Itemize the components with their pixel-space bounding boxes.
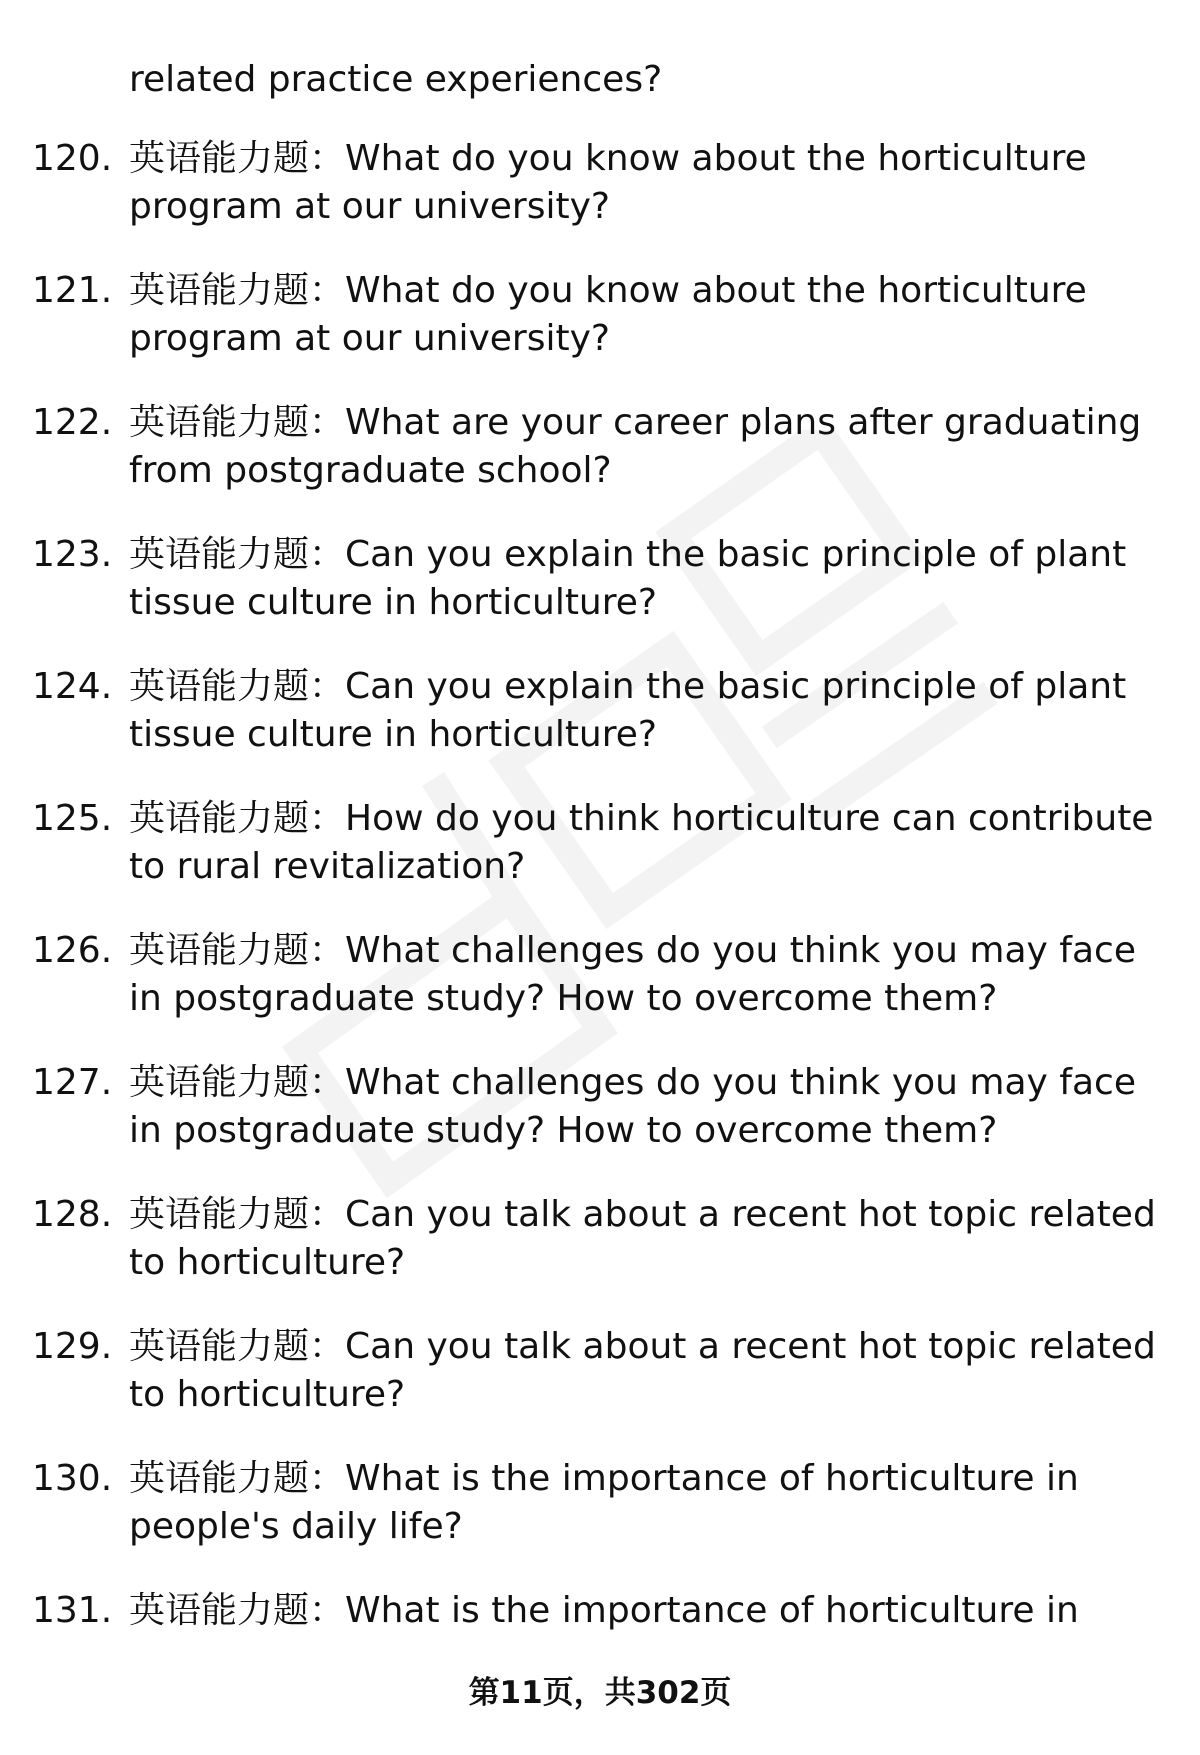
question-text xyxy=(129,267,1169,363)
question-number: 126. xyxy=(32,930,113,971)
question-text xyxy=(129,1455,1169,1551)
question-text xyxy=(129,1323,1169,1419)
question-text xyxy=(129,927,1169,1023)
question-content: What do you know about the horticulture program at our university? xyxy=(129,138,1087,227)
question-content: What challenges do you think you may face in postgraduate study? How to overcome them? xyxy=(129,1062,1136,1151)
question-content: What is the importance of horticulture in xyxy=(345,1590,1079,1631)
question-number: 129. xyxy=(32,1326,113,1367)
question-category-label: 英语能力题： xyxy=(129,270,346,311)
question-item xyxy=(0,795,1200,927)
question-item xyxy=(0,135,1200,267)
question-text xyxy=(129,795,1169,891)
question-number: 125. xyxy=(32,798,113,839)
question-text xyxy=(129,663,1169,759)
question-item xyxy=(0,927,1200,1059)
question-item xyxy=(0,1455,1200,1587)
question-item xyxy=(0,1059,1200,1191)
question-number: 130. xyxy=(32,1458,113,1499)
question-content: What do you know about the horticulture program at our university? xyxy=(129,270,1087,359)
question-number: 120. xyxy=(32,138,113,179)
question-category-label: 英语能力题： xyxy=(129,1194,346,1235)
question-category-label: 英语能力题： xyxy=(129,1326,346,1367)
question-text xyxy=(129,1191,1169,1287)
question-text xyxy=(129,135,1169,231)
question-text xyxy=(129,1059,1169,1155)
question-item xyxy=(0,267,1200,399)
question-content: Can you talk about a recent hot topic related to horticulture? xyxy=(129,1194,1156,1283)
question-category-label: 英语能力题： xyxy=(129,798,346,839)
question-text xyxy=(129,531,1169,627)
question-number: 128. xyxy=(32,1194,113,1235)
page-footer: 第11页，共302页 xyxy=(468,1675,732,1711)
question-content: What challenges do you think you may face in postgraduate study? How to overcome them? xyxy=(129,930,1136,1019)
question-item xyxy=(0,399,1200,531)
question-item xyxy=(0,1323,1200,1455)
question-number: 121. xyxy=(32,270,113,311)
question-content: What are your career plans after graduating from postgraduate school? xyxy=(129,402,1142,491)
question-content: How do you think horticulture can contribute to rural revitalization? xyxy=(129,798,1154,887)
question-text xyxy=(129,399,1169,495)
question-content: Can you explain the basic principle of plant tissue culture in horticulture? xyxy=(129,666,1127,755)
question-item xyxy=(0,663,1200,795)
question-content: Can you explain the basic principle of plant tissue culture in horticulture? xyxy=(129,534,1127,623)
question-category-label: 英语能力题： xyxy=(129,1062,346,1103)
question-content: What is the importance of horticulture in people's daily life? xyxy=(129,1458,1079,1547)
question-content: Can you talk about a recent hot topic related to horticulture? xyxy=(129,1326,1156,1415)
question-number: 127. xyxy=(32,1062,113,1103)
question-number: 122. xyxy=(32,402,113,443)
question-category-label: 英语能力题： xyxy=(129,666,346,707)
question-category-label: 英语能力题： xyxy=(129,1590,346,1631)
question-category-label: 英语能力题： xyxy=(129,402,346,443)
question-number: 131. xyxy=(32,1590,113,1631)
question-number: 123. xyxy=(32,534,113,575)
question-item xyxy=(0,531,1200,663)
question-text xyxy=(129,1587,1169,1635)
question-category-label: 英语能力题： xyxy=(129,1458,346,1499)
question-category-label: 英语能力题： xyxy=(129,534,346,575)
question-category-label: 英语能力题： xyxy=(129,138,346,179)
continuation-line: related practice experiences? xyxy=(129,59,663,100)
question-item xyxy=(0,1191,1200,1323)
question-number: 124. xyxy=(32,666,113,707)
question-list xyxy=(0,135,1200,1719)
question-category-label: 英语能力题： xyxy=(129,930,346,971)
